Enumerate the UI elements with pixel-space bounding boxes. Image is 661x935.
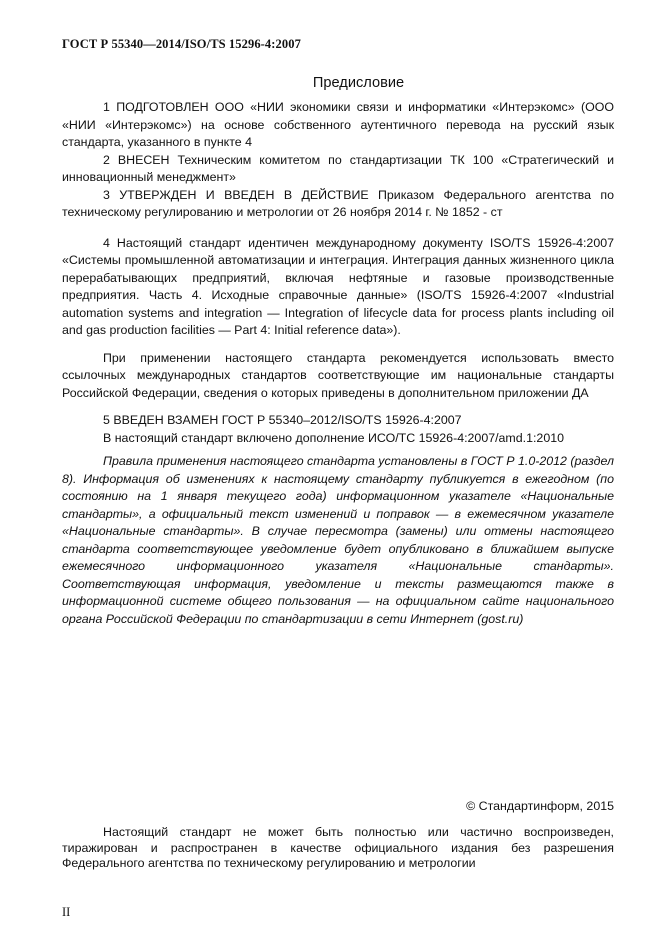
paragraph-prepared-by: 1 ПОДГОТОВЛЕН ООО «НИИ экономики связи и информатики «Интерэкомс» (ООО «НИИ «Интерэкомс») на основе собственного аутентичного перевода на русский язык стандарта, указанного в пункте 4 (62, 100, 614, 149)
document-header: ГОСТ Р 55340—2014/ISO/TS 15296-4:2007 (62, 37, 301, 51)
reproduction-notice: Настоящий стандарт не может быть полностью или частично воспроизведен, тиражирован и распространен в качестве официального издания без разрешения Федерального агентства по техническому регулированию и метрологии (62, 825, 614, 870)
paragraph-identical-standard: 4 Настоящий стандарт идентичен международному документу ISO/TS 15926-4:2007 «Системы промышленной автоматизации и интеграция. Интеграция данных жизненного цикла перерабатывающих предприятий, включая нефтяные и газовые производственные предприятия. Часть 4. Исходные справочные данные» (ISO/TS 15926-4:2007 «Industrial automation systems and integration — Integration of lifecycle data for process plants including oil and gas production facilities — Part 4: Initial reference data»). (62, 235, 614, 337)
paragraph-replaces: 5 ВВЕДЕН ВЗАМЕН ГОСТ Р 55340–2012/ISO/TS 15926-4:2007 (103, 413, 462, 427)
paragraph-submitted-by: 2 ВНЕСЕН Техническим комитетом по стандартизации ТК 100 «Стратегический и инновационный менеджмент» (62, 152, 614, 184)
page-number: II (62, 905, 71, 919)
paragraph-application-rules: Правила применения настоящего стандарта установлены в ГОСТ Р 1.0-2012 (раздел 8). Информация об изменениях к настоящему стандарту публикуется в ежегодном (по состоянию на 1 января текущего года) информационном указателе «Национальные стандарты», а официальный текст изменений и поправок — в ежемесячном указателе «Национальные стандарты». В случае пересмотра (замены) или отмены настоящего стандарта соответствующее уведомление будет опубликовано в ближайшем выпуске ежемесячного информационного указателя «Национальные стандарты». Соответствующая информация, уведомление и тексты размещаются также в информационной системе общего пользования — на официальном сайте национального органа Российской Федерации по стандартизации в сети Интернет (gost.ru) (62, 454, 614, 626)
paragraph-approved: 3 УТВЕРЖДЕН И ВВЕДЕН В ДЕЙСТВИЕ Приказом Федерального агентства по техническому регулированию и метрологии от 26 ноября 2014 г. № 1852 - ст (62, 187, 614, 219)
paragraph-national-standards-note: При применении настоящего стандарта рекомендуется использовать вместо ссылочных международных стандартов соответствующие им национальные стандарты Российской Федерации, сведения о которых приведены в дополнительном приложении ДА (62, 350, 614, 400)
page-title: Предисловие (312, 75, 405, 91)
foreword-body (62, 99, 614, 628)
copyright-line: © Стандартинформ, 2015 (466, 799, 614, 813)
paragraph-amendment: В настоящий стандарт включено дополнение ИСО/ТС 15926-4:2007/amd.1:2010 (103, 430, 564, 445)
